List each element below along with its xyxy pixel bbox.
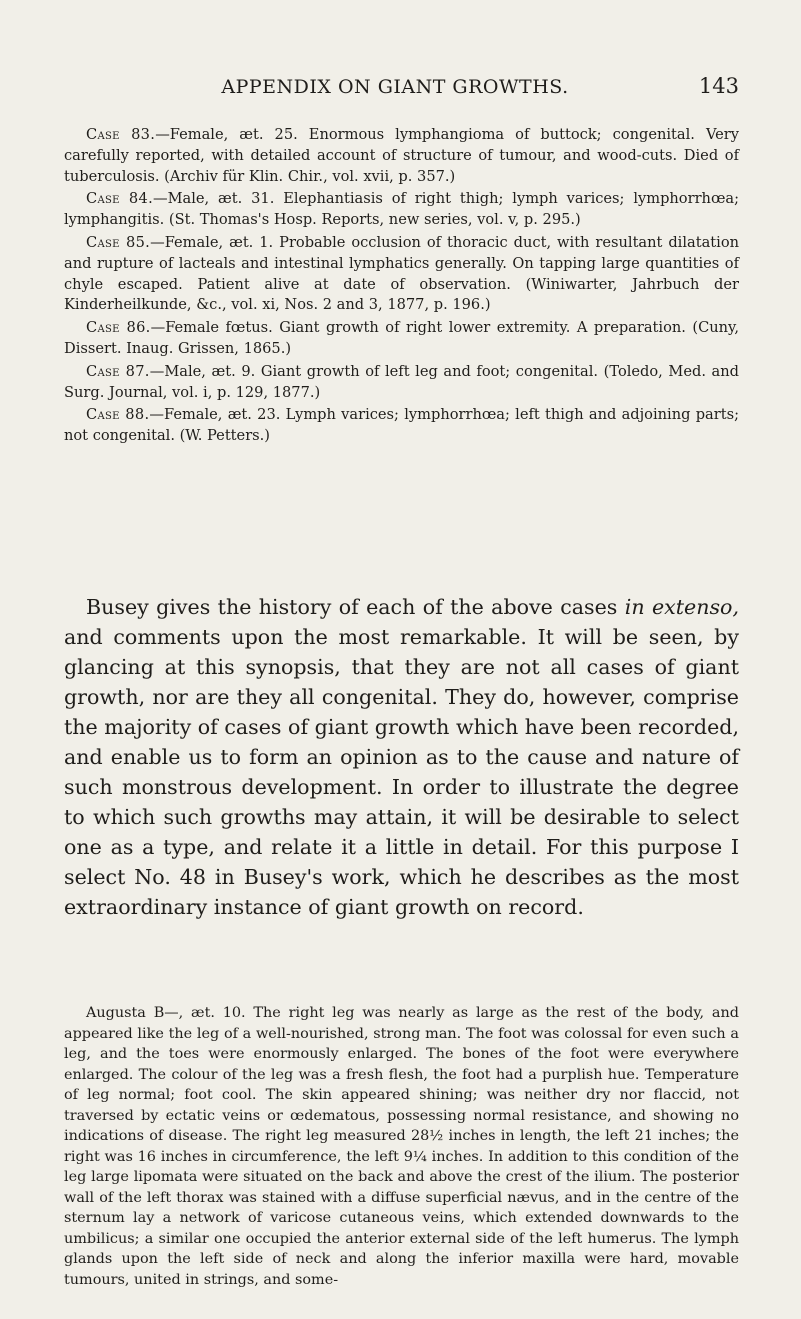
case-entry [64,233,739,316]
case-label: Case 87. [86,362,150,380]
case-label: Case 84. [86,190,154,208]
main-text [64,592,739,922]
case-description [64,1003,739,1290]
case-label: Case 85. [86,233,151,251]
running-header [140,72,739,102]
body-paragraph [64,592,739,922]
paragraph-text: Busey gives the history of each of the above cases [86,595,625,619]
case-text: —Female, æt. 25. Enormous lymphangioma of buttock; congenital. Very carefully reported, with detailed account of structure of tumour, and wood-cuts. Died of tuberculosis. (Archiv für Klin. Chir., vol. xvii, p. 357.) [64,126,739,185]
case-entry [64,362,739,404]
case-text: —Female, æt. 1. Probable occlusion of thoracic duct, with resultant dilatation and rupture of lacteals and intestinal lymphatics generally. On tapping large quantities of chyle escaped. Patient alive at date of observation. (Winiwarter, Jahrbuch der Kinderheilkunde, &c., vol. xi, Nos. 2 and 3, 1877, p. 196.) [64,233,740,314]
case-text: —Female, æt. 23. Lymph varices; lymphorrhœa; left thigh and adjoining parts; not congenital. (W. Petters.) [64,406,739,445]
page-number: 143 [698,74,739,98]
case-label: Case 83. [86,126,156,143]
case-text: —Female fœtus. Giant growth of right lower extremity. A preparation. (Cuny, Dissert. Inaug. Grissen, 1865.) [64,319,739,357]
case-label: Case 88. [86,406,150,424]
case-label: Case 86. [86,319,151,337]
case-entry [64,189,739,231]
italic-phrase: in extenso, [624,595,739,619]
case-list [64,125,739,449]
case-entry [64,318,739,360]
case-entry [64,405,739,447]
case-text: —Male, æt. 9. Giant growth of left leg and foot; congenital. (Toledo, Med. and Surg. Journal, vol. i, p. 129, 1877.) [64,362,739,401]
case-detail-paragraph: Augusta B—, æt. 10. The right leg was nearly as large as the rest of the body, and appeared like the leg of a well-nourished, strong man. The foot was colossal for even such a leg, and the toes were enormously enlarged. The bones of the foot were everywhere enlarged. The colour of the leg was a fresh flesh, the foot had a purplish hue. Temperature of leg normal; foot cool. The skin appeared shining; was neither dry nor flaccid, not traversed by ectatic veins or œdematous, possessing normal resistance, and showing no indications of disease. The right leg measured 28½ inches in length, the left 21 inches; the right was 16 inches in circumference, the left 9¼ inches. In addition to this condition of the leg large lipomata were situated on the back and above the crest of the ilium. The posterior wall of the left thorax was stained with a diffuse superficial nævus, and in the centre of the sternum lay a network of varicose cutaneous veins, which extended downwards to the umbilicus; a similar one occupied the anterior external side of the left humerus. The lymph glands upon the left side of neck and along the inferior maxilla were hard, movable tumours, united in strings, and some- [64,1005,739,1288]
running-title: APPENDIX ON GIANT GROWTHS. [221,76,569,98]
paragraph-text: and comments upon the most remarkable. It will be seen, by glancing at this synopsis, that they are not all cases of giant growth, nor are they all congenital. They do, however, comprise the majority of cases of giant growth which have been recorded, and enable us to form an opinion as to the cause and nature of such monstrous development. In order to illustrate the degree to which such growths may attain, it will be desirable to select one as a type, and relate it a little in detail. For this purpose I select No. 48 in Busey's work, which he describes as the most extraordinary instance of giant growth on record. [64,625,739,919]
case-entry [64,125,739,187]
case-text: —Male, æt. 31. Elephantiasis of right thigh; lymph varices; lymphorrhœa; lymphangitis. (St. Thomas's Hosp. Reports, new series, vol. v, p. 295.) [64,190,739,229]
